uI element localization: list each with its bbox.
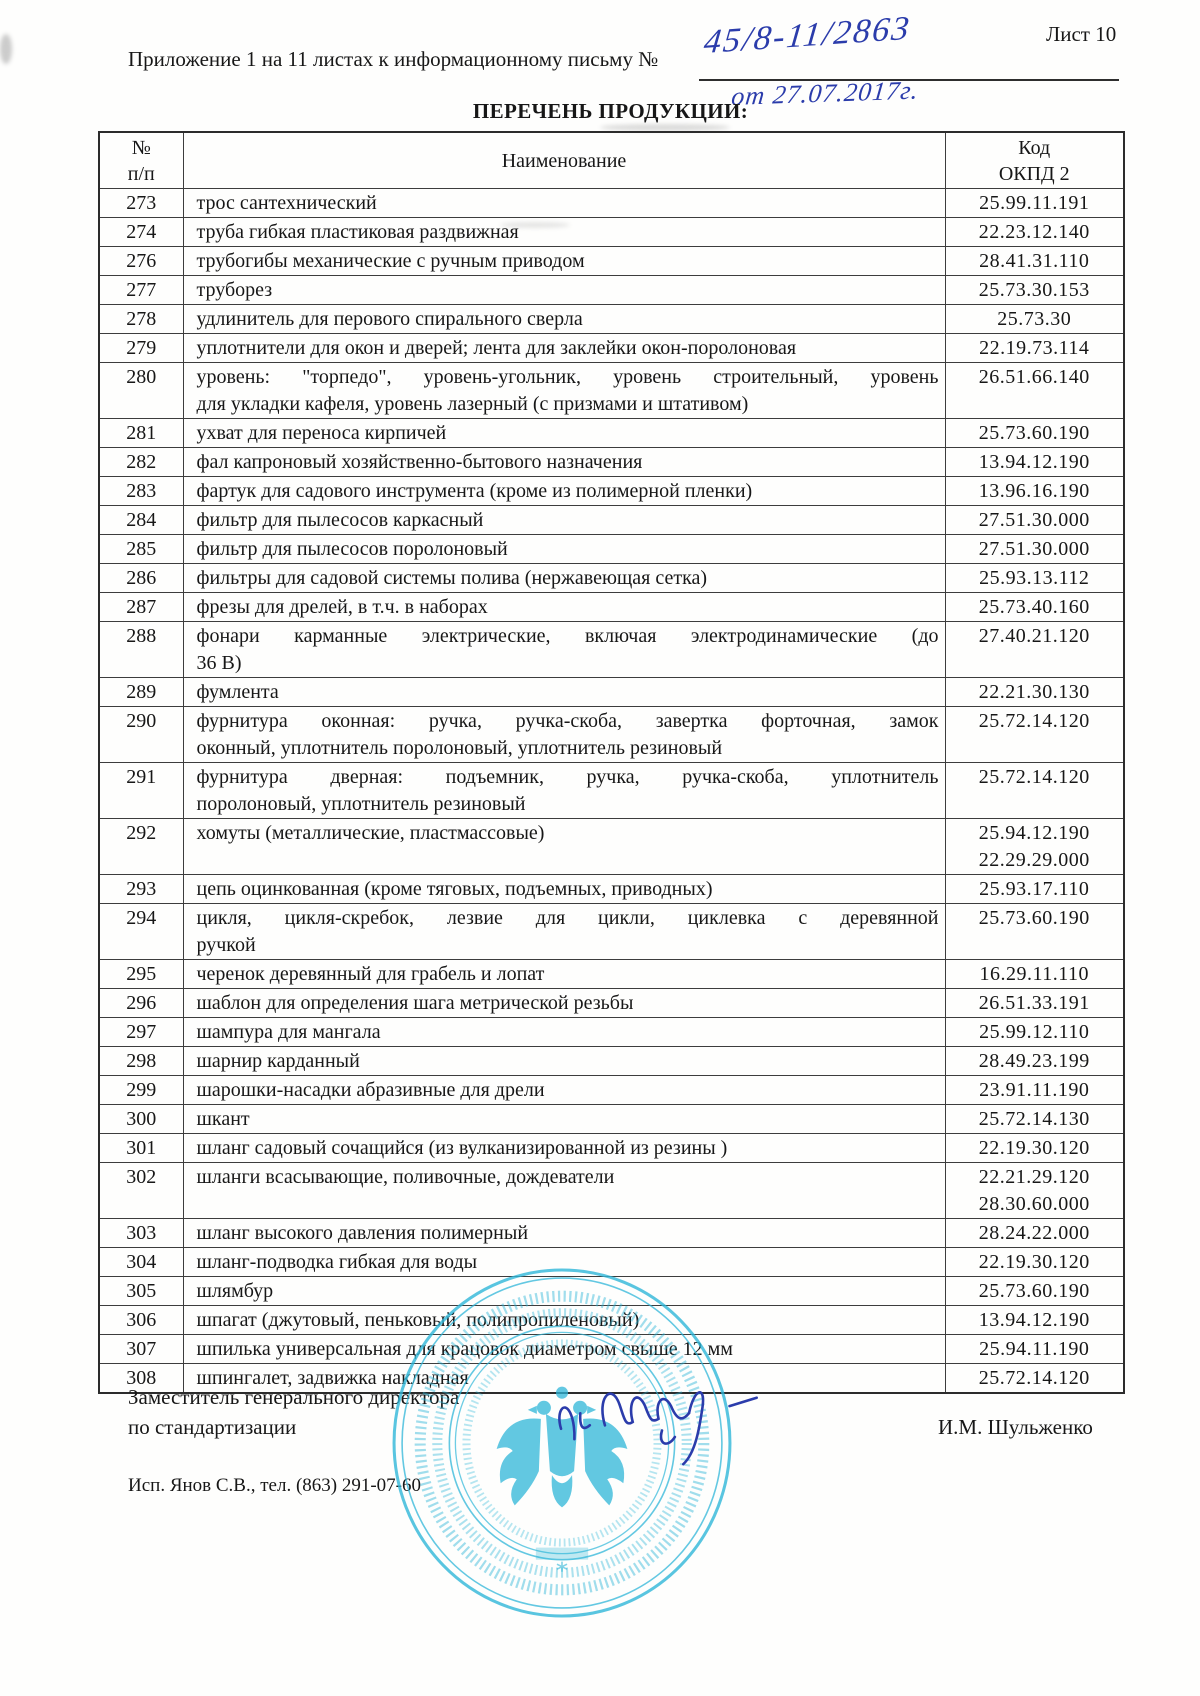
okpd-code-cell: 23.91.11.190 [945,1076,1124,1105]
okpd-code-cell: 25.73.60.190 [945,904,1124,960]
product-name-cell: шарошки-насадки абразивные для дрели [183,1076,945,1105]
executor-contact-line: Исп. Янов С.В., тел. (863) 291-07-60 [128,1475,422,1496]
table-row [99,305,1124,334]
okpd-code-cell: 25.73.60.190 [945,419,1124,448]
table-row [99,276,1124,305]
product-name-cell: фильтры для садовой системы полива (нержавеющая сетка) [183,564,945,593]
appendix-header-line: Приложение 1 на 11 листах к информационному письму № [128,47,659,71]
product-name-cell: шланг высокого давления полимерный [183,1219,945,1248]
table-row [99,189,1124,218]
okpd-code-cell: 25.73.60.190 [945,1277,1124,1306]
okpd-code-cell: 22.21.30.130 [945,678,1124,707]
okpd-code-cell: 28.49.23.199 [945,1047,1124,1076]
table-row [99,218,1124,247]
product-name-cell: шпагат (джутовый, пеньковый, полипропиленовый) [183,1306,945,1335]
table-row [99,448,1124,477]
stamp-star-icon [557,1562,567,1572]
okpd-code-cell: 22.19.30.120 [945,1134,1124,1163]
okpd-code-cell: 13.94.12.190 [945,448,1124,477]
product-name-cell: трос сантехнический [183,189,945,218]
table-row [99,622,1124,678]
okpd-code-cell: 13.96.16.190 [945,477,1124,506]
product-name-cell: шлямбур [183,1277,945,1306]
row-number-cell: 308 [99,1364,183,1394]
table-row [99,1018,1124,1047]
table-row [99,1076,1124,1105]
row-number-cell: 295 [99,960,183,989]
okpd-code-cell: 25.73.40.160 [945,593,1124,622]
table-row [99,334,1124,363]
okpd-code-cell: 28.24.22.000 [945,1219,1124,1248]
product-name-cell: шкант [183,1105,945,1134]
row-number-cell: 305 [99,1277,183,1306]
product-name-cell: уплотнители для окон и дверей; лента для заклейки окон-поролоновая [183,334,945,363]
product-name-cell: фал капроновый хозяйственно-бытового назначения [183,448,945,477]
column-header-num-line1: № [131,136,151,159]
table-row [99,989,1124,1018]
table-row [99,1047,1124,1076]
scan-smudge [600,124,730,131]
stamp-number-block [536,1548,588,1560]
product-name-cell: цепь оцинкованная (кроме тяговых, подъемных, приводных) [183,875,945,904]
handwritten-letter-number: 45/8-11/2863 [702,9,913,62]
table-row [99,1163,1124,1219]
row-number-cell: 299 [99,1076,183,1105]
table-row [99,477,1124,506]
row-number-cell: 283 [99,477,183,506]
product-name-cell: уровень: "торпедо", уровень-угольник, уровень строительный, уровень для укладки кафеля, уровень лазерный (с призмами и штативом) [183,363,945,419]
product-name-cell: шарнир карданный [183,1047,945,1076]
table-row [99,763,1124,819]
table-header-row [99,132,1124,189]
row-number-cell: 297 [99,1018,183,1047]
table-row [99,419,1124,448]
okpd-code-cell: 25.94.12.190 22.29.29.000 [945,819,1124,875]
column-header-code-line1: Код [1018,136,1051,159]
product-name-cell: шпингалет, задвижка накладная [183,1364,945,1394]
product-name-cell: трубогибы механические с ручным приводом [183,247,945,276]
row-number-cell: 301 [99,1134,183,1163]
product-name-cell: черенок деревянный для грабель и лопат [183,960,945,989]
table-row [99,1219,1124,1248]
table-row [99,707,1124,763]
row-number-cell: 278 [99,305,183,334]
row-number-cell: 292 [99,819,183,875]
page-title: ПЕРЕЧЕНЬ ПРОДУКЦИИ: [472,99,749,123]
okpd-code-cell: 25.99.11.191 [945,189,1124,218]
okpd-code-cell: 25.93.17.110 [945,875,1124,904]
column-header-num-line2: п/п [127,162,155,185]
okpd-code-cell: 25.73.30 [945,305,1124,334]
column-header-name: Наименование [183,132,945,189]
product-name-cell: цикля, цикля-скребок, лезвие для цикли, циклевка с деревянной ручкой [183,904,945,960]
product-name-cell: удлинитель для перового спирального сверла [183,305,945,334]
product-name-cell: фурнитура дверная: подъемник, ручка, ручка-скоба, уплотнитель поролоновый, уплотнитель резиновый [183,763,945,819]
row-number-cell: 279 [99,334,183,363]
product-name-cell: хомуты (металлические, пластмассовые) [183,819,945,875]
sheet-number-label: Лист 10 [1046,22,1117,46]
okpd-code-cell: 22.21.29.120 28.30.60.000 [945,1163,1124,1219]
signer-position-line2: по стандартизации [128,1415,297,1439]
row-number-cell: 274 [99,218,183,247]
row-number-cell: 293 [99,875,183,904]
signer-position-line1: Заместитель генерального директора [128,1385,460,1409]
scan-smudge [0,34,12,64]
table-row [99,1134,1124,1163]
product-table-body [99,189,1124,1394]
row-number-cell: 300 [99,1105,183,1134]
product-name-cell: фильтр для пылесосов каркасный [183,506,945,535]
okpd-code-cell: 25.72.14.120 [945,1364,1124,1394]
product-name-cell: труба гибкая пластиковая раздвижная [183,218,945,247]
okpd-code-cell: 26.51.33.191 [945,989,1124,1018]
row-number-cell: 304 [99,1248,183,1277]
product-name-cell: шланги всасывающие, поливочные, дождеватели [183,1163,945,1219]
column-header-code [945,132,1124,189]
handwritten-signature [540,1352,790,1477]
row-number-cell: 306 [99,1306,183,1335]
row-number-cell: 280 [99,363,183,419]
okpd-code-cell: 25.99.12.110 [945,1018,1124,1047]
row-number-cell: 287 [99,593,183,622]
product-name-cell: фурнитура оконная: ручка, ручка-скоба, завертка форточная, замок оконный, уплотнитель поролоновый, уплотнитель резиновый [183,707,945,763]
okpd-code-cell: 25.72.14.130 [945,1105,1124,1134]
okpd-code-cell: 27.40.21.120 [945,622,1124,678]
okpd-code-cell: 13.94.12.190 [945,1306,1124,1335]
product-name-cell: шпилька универсальная для крацовок диаметром свыше 12 мм [183,1335,945,1364]
row-number-cell: 281 [99,419,183,448]
okpd-code-cell: 27.51.30.000 [945,506,1124,535]
row-number-cell: 303 [99,1219,183,1248]
okpd-code-cell: 22.23.12.140 [945,218,1124,247]
product-name-cell: фумлента [183,678,945,707]
table-row [99,678,1124,707]
row-number-cell: 282 [99,448,183,477]
table-row [99,1105,1124,1134]
row-number-cell: 277 [99,276,183,305]
okpd-code-cell: 26.51.66.140 [945,363,1124,419]
row-number-cell: 276 [99,247,183,276]
handwritten-date: от 27.07.2017г. [729,75,921,111]
product-name-cell: труборез [183,276,945,305]
table-row [99,904,1124,960]
row-number-cell: 273 [99,189,183,218]
row-number-cell: 290 [99,707,183,763]
product-name-cell: шампура для мангала [183,1018,945,1047]
column-header-code-line2: ОКПД 2 [998,162,1070,185]
signer-name: И.М. Шульженко [938,1415,1093,1439]
table-row [99,535,1124,564]
row-number-cell: 291 [99,763,183,819]
okpd-code-cell: 16.29.11.110 [945,960,1124,989]
table-row [99,506,1124,535]
okpd-code-cell: 22.19.73.114 [945,334,1124,363]
table-row [99,819,1124,875]
okpd-code-cell: 27.51.30.000 [945,535,1124,564]
row-number-cell: 296 [99,989,183,1018]
okpd-code-cell: 25.93.13.112 [945,564,1124,593]
okpd-code-cell: 25.73.30.153 [945,276,1124,305]
row-number-cell: 307 [99,1335,183,1364]
row-number-cell: 298 [99,1047,183,1076]
okpd-code-cell: 25.72.14.120 [945,707,1124,763]
row-number-cell: 288 [99,622,183,678]
row-number-cell: 284 [99,506,183,535]
table-row [99,960,1124,989]
okpd-code-cell: 28.41.31.110 [945,247,1124,276]
okpd-code-cell: 25.94.11.190 [945,1335,1124,1364]
table-row [99,875,1124,904]
product-table [98,131,1125,1394]
product-name-cell: фрезы для дрелей, в т.ч. в наборах [183,593,945,622]
table-row [99,593,1124,622]
table-row [99,247,1124,276]
product-name-cell: шаблон для определения шага метрической резьбы [183,989,945,1018]
row-number-cell: 289 [99,678,183,707]
product-name-cell: ухват для переноса кирпичей [183,419,945,448]
product-name-cell: фартук для садового инструмента (кроме из полимерной пленки) [183,477,945,506]
product-name-cell: шланг-подводка гибкая для воды [183,1248,945,1277]
okpd-code-cell: 25.72.14.120 [945,763,1124,819]
table-row [99,564,1124,593]
product-name-cell: фильтр для пылесосов поролоновый [183,535,945,564]
table-row [99,363,1124,419]
column-header-num [99,132,183,189]
row-number-cell: 294 [99,904,183,960]
okpd-code-cell: 22.19.30.120 [945,1248,1124,1277]
row-number-cell: 285 [99,535,183,564]
row-number-cell: 286 [99,564,183,593]
product-name-cell: шланг садовый сочащийся (из вулканизированной из резины ) [183,1134,945,1163]
product-name-cell: фонари карманные электрические, включая электродинамические (до 36 В) [183,622,945,678]
row-number-cell: 302 [99,1163,183,1219]
